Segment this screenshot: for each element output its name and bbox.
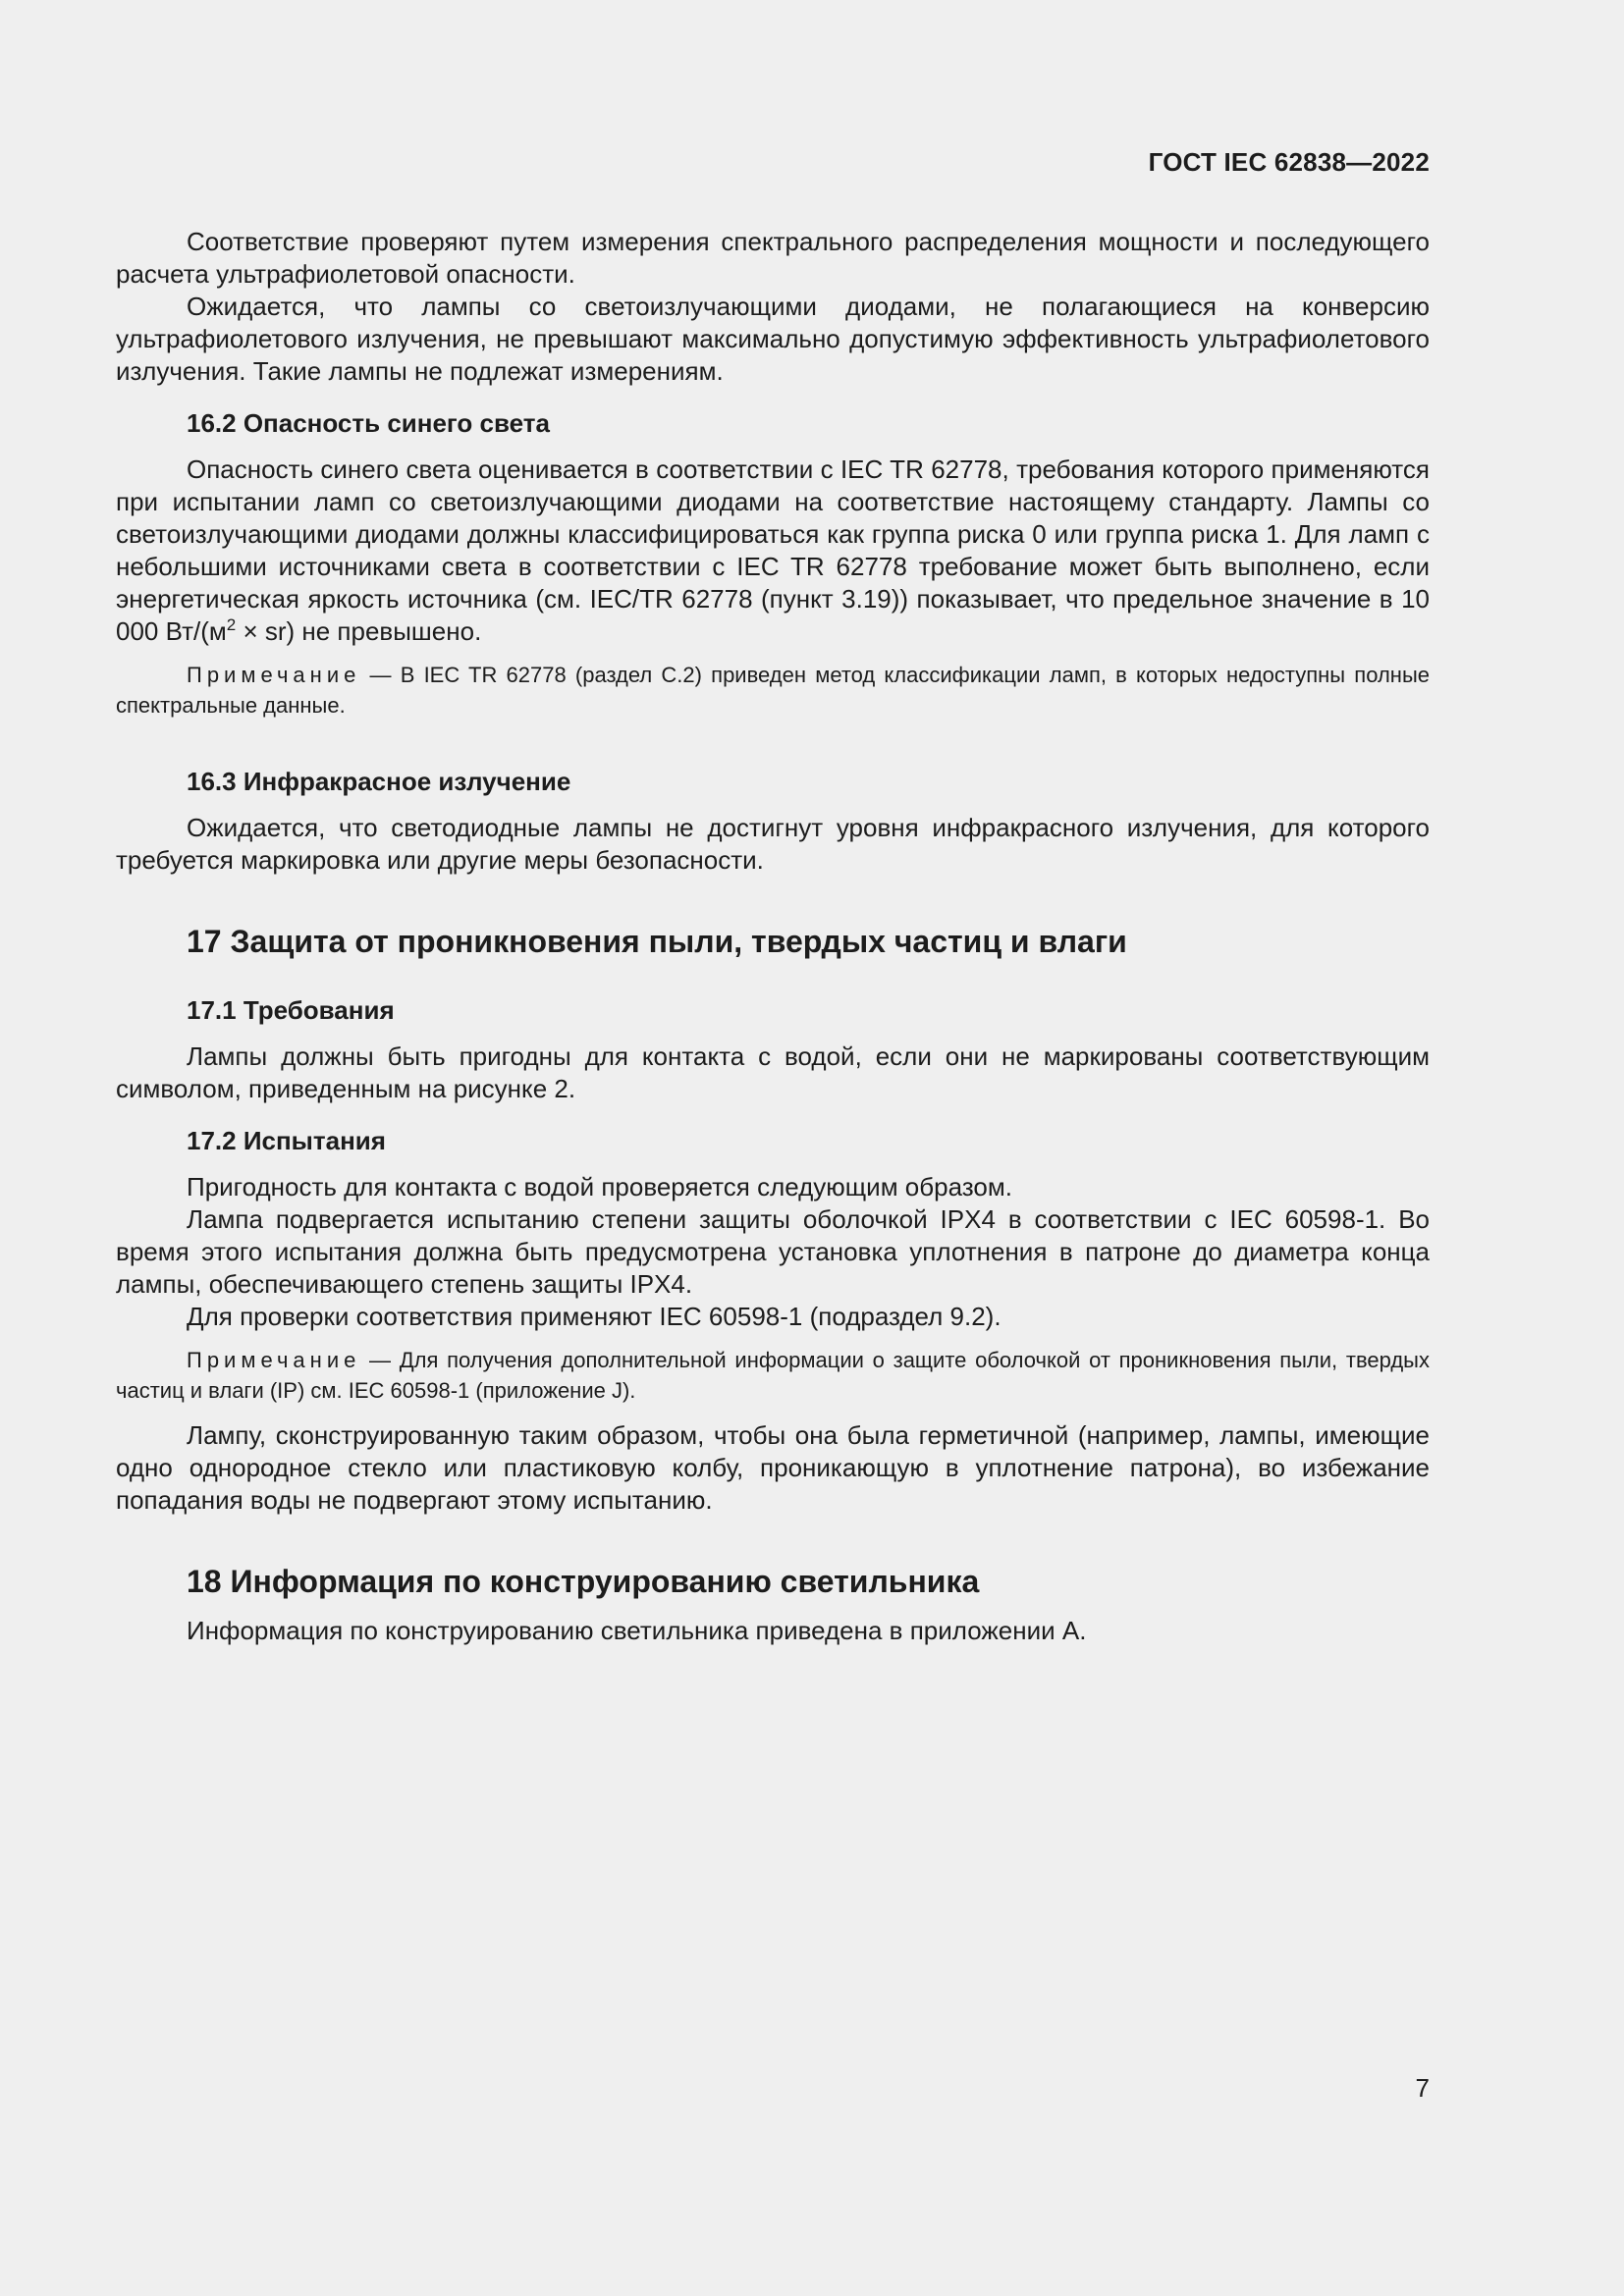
note-text: — Для получения дополнительной информации о защите оболочкой от проникновения пыли, твердых частиц и влаги (IP) см. IEC 60598-1 (приложение J). [116,1348,1430,1403]
blue-light-text-end: × sr) не превышено. [236,616,482,646]
tests-paragraph-2: Лампа подвергается испытанию степени защиты оболочкой IPX4 в соответствии с IEC 60598-1. Во время этого испытания должна быть предусмотрена установка уплотнения в патроне до диаметра конца лампы, обеспечивающего степень защиты IPX4. [116,1204,1430,1299]
page-content [116,226,1430,1647]
infrared-paragraph: Ожидается, что светодиодные лампы не достигнут уровня инфракрасного излучения, для которого требуется маркировка или другие меры безопасности. [116,813,1430,875]
page-number: 7 [1415,2073,1430,2103]
blue-light-text: Опасность синего света оценивается в соответствии с IEC TR 62778, требования которого применяются при испытании ламп со светоизлучающими диодами на соответствие настоящему стандарту. Лампы со светоизлучающими диодами должны классифицироваться как группа риска 0 или группа риска 1. Для ламп с небольшими источниками света в соответствии с IEC TR 62778 требование может быть выполнено, если энергетическая яркость источника (см. IEC/TR 62778 (пункт 3.19)) показывает, что предельное значение в 10 000 Вт/(м [116,454,1430,646]
blue-light-paragraph [116,454,1430,648]
tests-paragraph-3: Для проверки соответствия применяют IEC 60598-1 (подраздел 9.2). [187,1302,1001,1331]
superscript: 2 [226,615,237,634]
standard-designation: ГОСТ IEC 62838—2022 [1148,147,1430,177]
section-17-heading: 17 Защита от проникновения пыли, твердых частиц и влаги [187,924,1127,959]
note-16-2 [116,660,1430,721]
section-17-1-heading: 17.1 Требования [187,995,395,1025]
section-16-3-heading: 16.3 Инфракрасное излучение [187,767,571,796]
tests-paragraph-1: Пригодность для контакта с водой проверяется следующим образом. [187,1172,1012,1201]
note-17-2 [116,1345,1430,1406]
section-18-heading: 18 Информация по конструированию светильника [187,1564,980,1599]
note-label: Примечание [187,663,361,687]
luminaire-info-paragraph: Информация по конструированию светильника приведена в приложении А. [187,1616,1087,1645]
requirements-paragraph: Лампы должны быть пригодны для контакта с водой, если они не маркированы соответствующим символом, приведенным на рисунке 2. [116,1041,1430,1103]
note-text: — В IEC TR 62778 (раздел C.2) приведен метод классификации ламп, в которых недоступны полные спектральные данные. [116,663,1430,718]
note-label: Примечание [187,1348,361,1372]
document-page [116,0,1430,2296]
uv-expectation-paragraph: Ожидается, что лампы со светоизлучающими диодами, не полагающиеся на конверсию ультрафиолетового излучения, не превышают максимально допустимую эффективность ультрафиолетового излучения. Такие лампы не подлежат измерениям. [116,292,1430,386]
section-16-2-heading: 16.2 Опасность синего света [187,408,550,438]
compliance-paragraph: Соответствие проверяют путем измерения спектрального распределения мощности и последующего расчета ультрафиолетовой опасности. [116,227,1430,289]
section-17-2-heading: 17.2 Испытания [187,1126,386,1155]
sealed-lamp-paragraph: Лампу, сконструированную таким образом, чтобы она была герметичной (например, лампы, имеющие одно однородное стекло или пластиковую колбу, проникающую в уплотнение патрона), во избежание попадания воды не подвергают этому испытанию. [116,1420,1430,1515]
